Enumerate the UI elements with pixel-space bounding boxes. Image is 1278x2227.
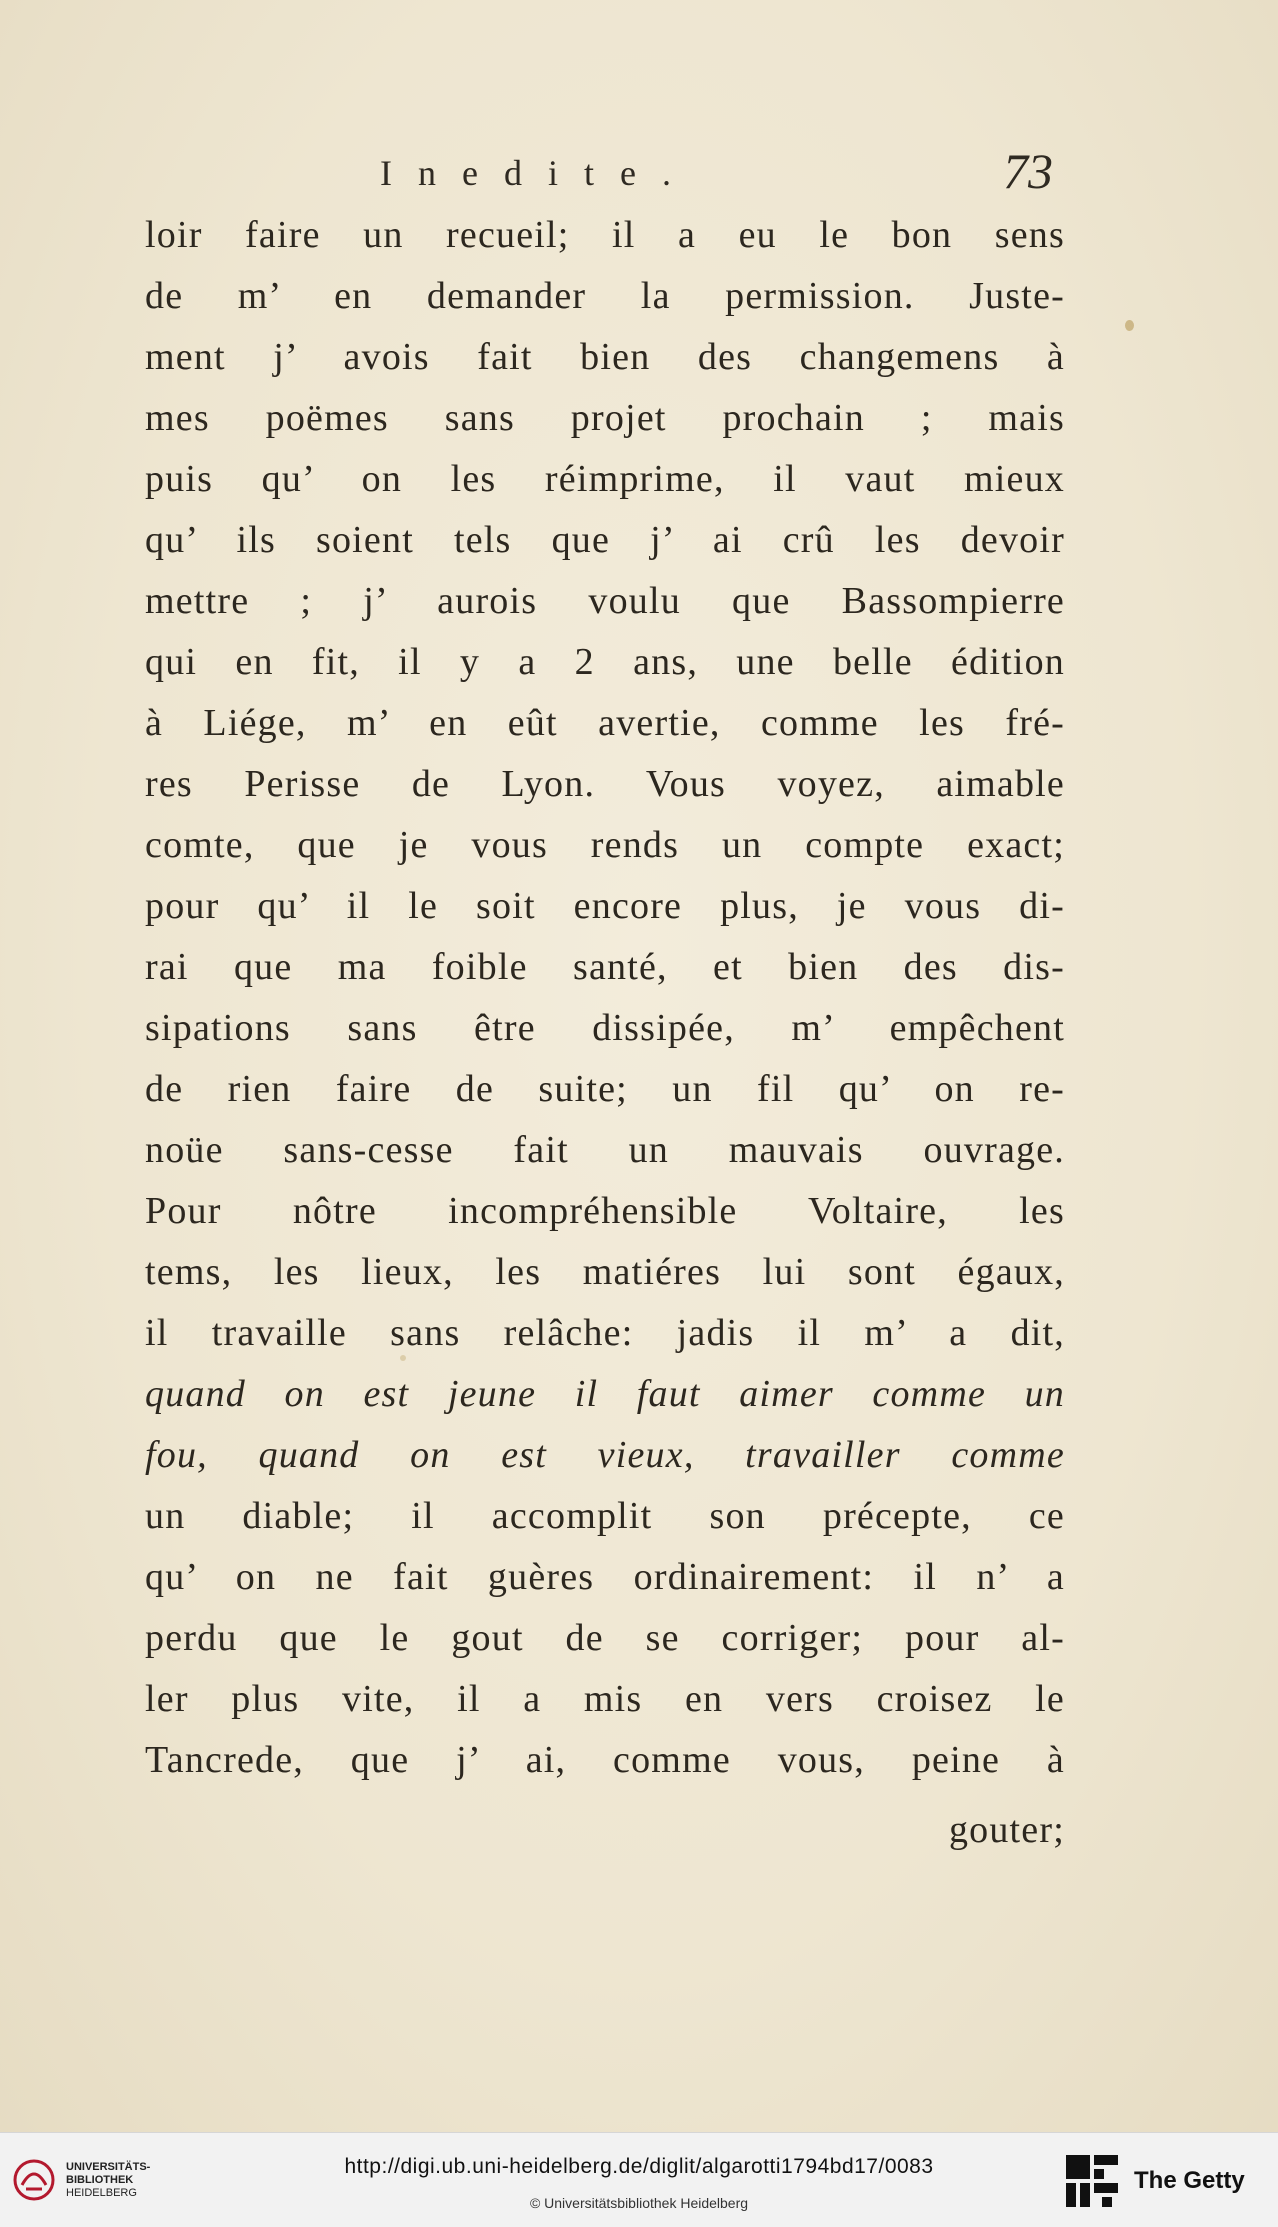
body-text — [145, 205, 1065, 1791]
text-line: pour qu’ il le soit encore plus, je vous di- — [145, 885, 1065, 927]
text-line: Tancrede, que j’ ai, comme vous, peine à — [145, 1739, 1065, 1781]
copyright-notice: © Universitätsbibliothek Heidelberg — [529, 2195, 749, 2211]
text-line: qu’ ils soient tels que j’ ai crû les devoir — [145, 519, 1065, 561]
foxing-spot — [1125, 320, 1134, 331]
text-line: mes poëmes sans projet prochain ; mais — [145, 397, 1065, 439]
viewer-footer — [0, 2132, 1278, 2227]
text-line: rai que ma foible santé, et bien des dis- — [145, 946, 1065, 988]
text-line: Pour nôtre incompréhensible Voltaire, les — [145, 1190, 1065, 1232]
text-line: puis qu’ on les réimprime, il vaut mieux — [145, 458, 1065, 500]
getty-name: The Getty — [1134, 2167, 1245, 2194]
text-line: il travaille sans relâche: jadis il m’ a dit, — [145, 1312, 1065, 1354]
text-line: res Perisse de Lyon. Vous voyez, aimable — [145, 763, 1065, 805]
foxing-spot — [400, 1355, 406, 1361]
getty-logo[interactable] — [1064, 2151, 1264, 2211]
logo-line: UNIVERSITÄTS- — [66, 2161, 151, 2173]
text-line: fou, quand on est vieux, travailler comme — [145, 1434, 1065, 1476]
text-line: à Liége, m’ en eût avertie, comme les fré- — [145, 702, 1065, 744]
page-header — [145, 142, 1065, 202]
text-line: ler plus vite, il a mis en vers croisez le — [145, 1678, 1065, 1720]
text-line: ment j’ avois fait bien des changemens à — [145, 336, 1065, 378]
logo-line: BIBLIOTHEK — [66, 2174, 134, 2186]
text-line: comte, que je vous rends un compte exact; — [145, 824, 1065, 866]
text-line: loir faire un recueil; il a eu le bon sens — [145, 214, 1065, 256]
logo-line: HEIDELBERG — [66, 2187, 137, 2199]
text-line: qu’ on ne fait guères ordinairement: il n’ a — [145, 1556, 1065, 1598]
text-line: quand on est jeune il faut aimer comme un — [145, 1373, 1065, 1415]
catchword: gouter; — [948, 1809, 1065, 1851]
text-line: sipations sans être dissipée, m’ empêchent — [145, 1007, 1065, 1049]
text-line: tems, les lieux, les matiéres lui sont égaux, — [145, 1251, 1065, 1293]
text-line: qui en fit, il y a 2 ans, une belle édition — [145, 641, 1065, 683]
text-line: de rien faire de suite; un fil qu’ on re- — [145, 1068, 1065, 1110]
text-line: noüe sans-cesse fait un mauvais ouvrage. — [145, 1129, 1065, 1171]
page-number: 73 — [1003, 143, 1053, 199]
text-line: un diable; il accomplit son précepte, ce — [145, 1495, 1065, 1537]
running-head: Inedite. — [380, 153, 697, 193]
text-line: de m’ en demander la permission. Juste- — [145, 275, 1065, 317]
text-line: mettre ; j’ aurois voulu que Bassompierre — [145, 580, 1065, 622]
text-line: perdu que le gout de se corriger; pour al- — [145, 1617, 1065, 1659]
getty-mark-icon — [1064, 2153, 1120, 2209]
permalink-url[interactable]: http://digi.ub.uni-heidelberg.de/diglit/algarotti1794bd17/0083 — [344, 2155, 934, 2178]
